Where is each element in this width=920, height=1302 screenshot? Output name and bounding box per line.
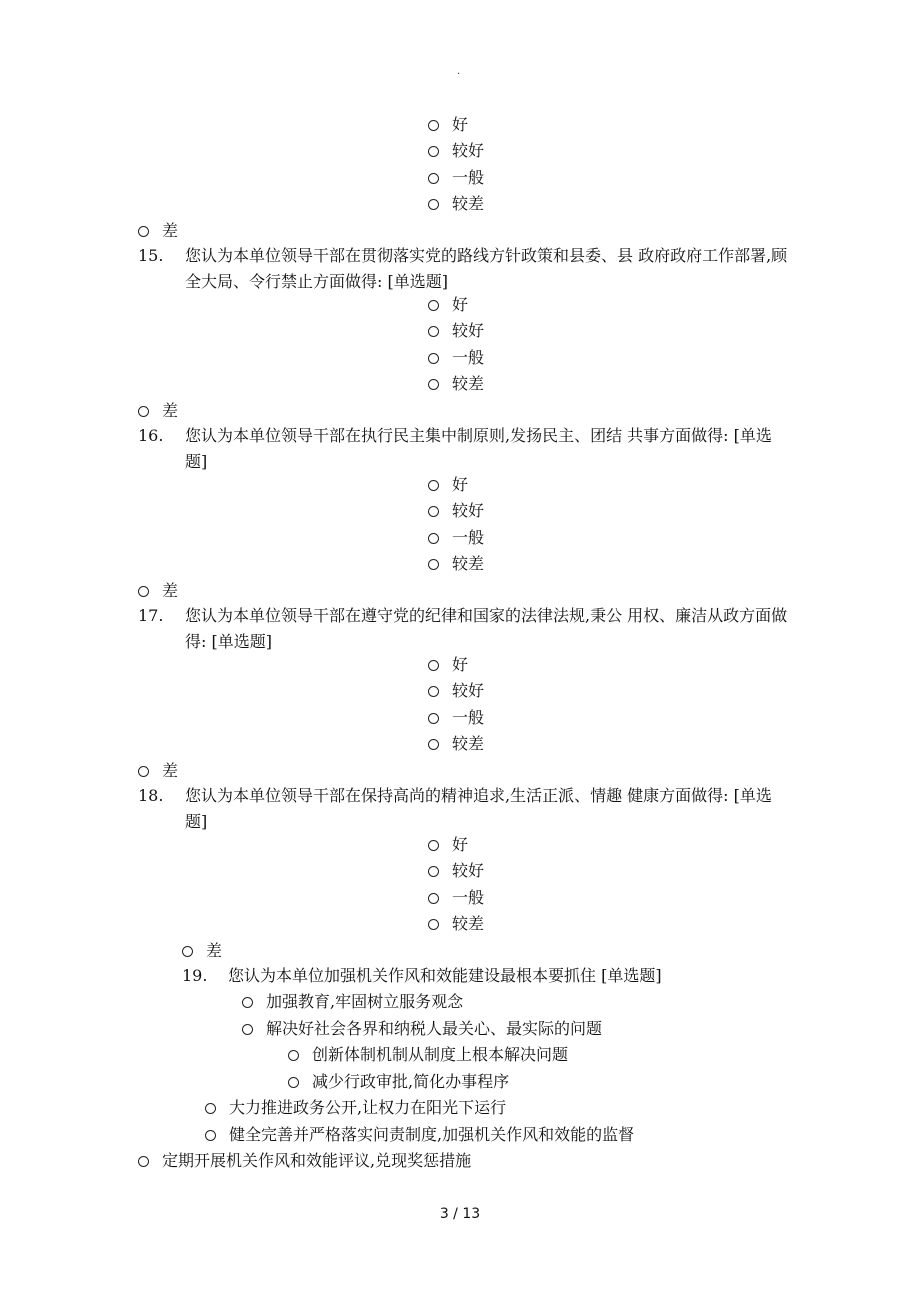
radio-option[interactable]: 较好 xyxy=(428,680,484,702)
radio-circle-icon[interactable] xyxy=(205,1130,216,1141)
radio-option[interactable]: 好 xyxy=(428,654,468,676)
radio-circle-icon[interactable] xyxy=(288,1050,299,1061)
radio-circle-icon[interactable] xyxy=(428,379,439,390)
question-number: 17. xyxy=(138,606,164,625)
radio-option[interactable]: 差 xyxy=(138,760,178,782)
radio-option[interactable]: 大力推进政务公开,让权力在阳光下运行 xyxy=(205,1097,506,1119)
radio-circle-icon[interactable] xyxy=(428,120,439,131)
question-number: 16. xyxy=(138,426,164,445)
radio-circle-icon[interactable] xyxy=(428,919,439,930)
radio-option[interactable]: 好 xyxy=(428,834,468,856)
radio-circle-icon[interactable] xyxy=(428,533,439,544)
radio-circle-icon[interactable] xyxy=(428,300,439,311)
radio-circle-icon[interactable] xyxy=(428,173,439,184)
radio-option[interactable]: 健全完善并严格落实问责制度,加强机关作风和效能的监督 xyxy=(205,1124,634,1146)
radio-option[interactable]: 差 xyxy=(138,400,178,422)
radio-option[interactable]: 创新体制机制从制度上根本解决问题 xyxy=(288,1044,568,1066)
radio-circle-icon[interactable] xyxy=(428,199,439,210)
radio-option[interactable]: 差 xyxy=(138,580,178,602)
radio-option[interactable]: 较差 xyxy=(428,733,484,755)
radio-circle-icon[interactable] xyxy=(428,480,439,491)
question-text: 您认为本单位加强机关作风和效能建设最根本要抓住 [单选题] xyxy=(228,966,662,985)
radio-option[interactable]: 较好 xyxy=(428,500,484,522)
radio-option[interactable]: 较差 xyxy=(428,373,484,395)
page-number: 3 / 13 xyxy=(439,1206,481,1222)
radio-circle-icon[interactable] xyxy=(138,766,149,777)
radio-circle-icon[interactable] xyxy=(288,1077,299,1088)
question-text: 您认为本单位领导干部在执行民主集中制原则,发扬民主、团结 共事方面做得: [单选题] xyxy=(185,426,772,471)
radio-circle-icon[interactable] xyxy=(428,866,439,877)
question-text: 您认为本单位领导干部在贯彻落实党的路线方针政策和县委、县 政府政府工作部署,顾全大局、令行禁止方面做得: [单选题] xyxy=(185,246,788,291)
radio-circle-icon[interactable] xyxy=(428,739,439,750)
radio-circle-icon[interactable] xyxy=(428,686,439,697)
radio-circle-icon[interactable] xyxy=(138,226,149,237)
radio-circle-icon[interactable] xyxy=(428,660,439,671)
radio-circle-icon[interactable] xyxy=(428,146,439,157)
radio-option[interactable]: 一般 xyxy=(428,707,484,729)
radio-option[interactable]: 加强教育,牢固树立服务观念 xyxy=(242,991,463,1013)
header-mark: . xyxy=(457,66,461,77)
radio-option[interactable]: 较好 xyxy=(428,860,484,882)
radio-circle-icon[interactable] xyxy=(138,586,149,597)
radio-option[interactable]: 一般 xyxy=(428,167,484,189)
radio-option[interactable]: 较差 xyxy=(428,913,484,935)
radio-option[interactable]: 一般 xyxy=(428,347,484,369)
radio-circle-icon[interactable] xyxy=(182,946,193,957)
question-number: 19. xyxy=(182,966,208,985)
radio-circle-icon[interactable] xyxy=(428,893,439,904)
radio-circle-icon[interactable] xyxy=(138,406,149,417)
radio-circle-icon[interactable] xyxy=(138,1156,149,1167)
radio-option[interactable]: 一般 xyxy=(428,887,484,909)
radio-option[interactable]: 差 xyxy=(138,220,178,242)
radio-option[interactable]: 较差 xyxy=(428,553,484,575)
question-number: 15. xyxy=(138,246,164,265)
question-number: 18. xyxy=(138,786,164,805)
radio-circle-icon[interactable] xyxy=(428,840,439,851)
radio-option[interactable]: 好 xyxy=(428,114,468,136)
radio-option[interactable]: 解决好社会各界和纳税人最关心、最实际的问题 xyxy=(242,1018,602,1040)
radio-option[interactable]: 好 xyxy=(428,474,468,496)
radio-circle-icon[interactable] xyxy=(428,353,439,364)
question-text: 您认为本单位领导干部在遵守党的纪律和国家的法律法规,秉公 用权、廉洁从政方面做得: [单选题] xyxy=(185,606,788,651)
radio-circle-icon[interactable] xyxy=(205,1103,216,1114)
radio-option[interactable]: 较好 xyxy=(428,320,484,342)
radio-circle-icon[interactable] xyxy=(428,326,439,337)
radio-option[interactable]: 一般 xyxy=(428,527,484,549)
radio-option[interactable]: 好 xyxy=(428,294,468,316)
radio-circle-icon[interactable] xyxy=(242,1024,253,1035)
radio-circle-icon[interactable] xyxy=(242,997,253,1008)
radio-circle-icon[interactable] xyxy=(428,713,439,724)
radio-option[interactable]: 减少行政审批,简化办事程序 xyxy=(288,1071,509,1093)
radio-option[interactable]: 较好 xyxy=(428,140,484,162)
radio-circle-icon[interactable] xyxy=(428,559,439,570)
radio-option[interactable]: 定期开展机关作风和效能评议,兑现奖惩措施 xyxy=(138,1150,471,1172)
radio-option[interactable]: 差 xyxy=(182,940,222,962)
radio-option[interactable]: 较差 xyxy=(428,193,484,215)
question-text: 您认为本单位领导干部在保持高尚的精神追求,生活正派、情趣 健康方面做得: [单选题] xyxy=(185,786,772,831)
radio-circle-icon[interactable] xyxy=(428,506,439,517)
